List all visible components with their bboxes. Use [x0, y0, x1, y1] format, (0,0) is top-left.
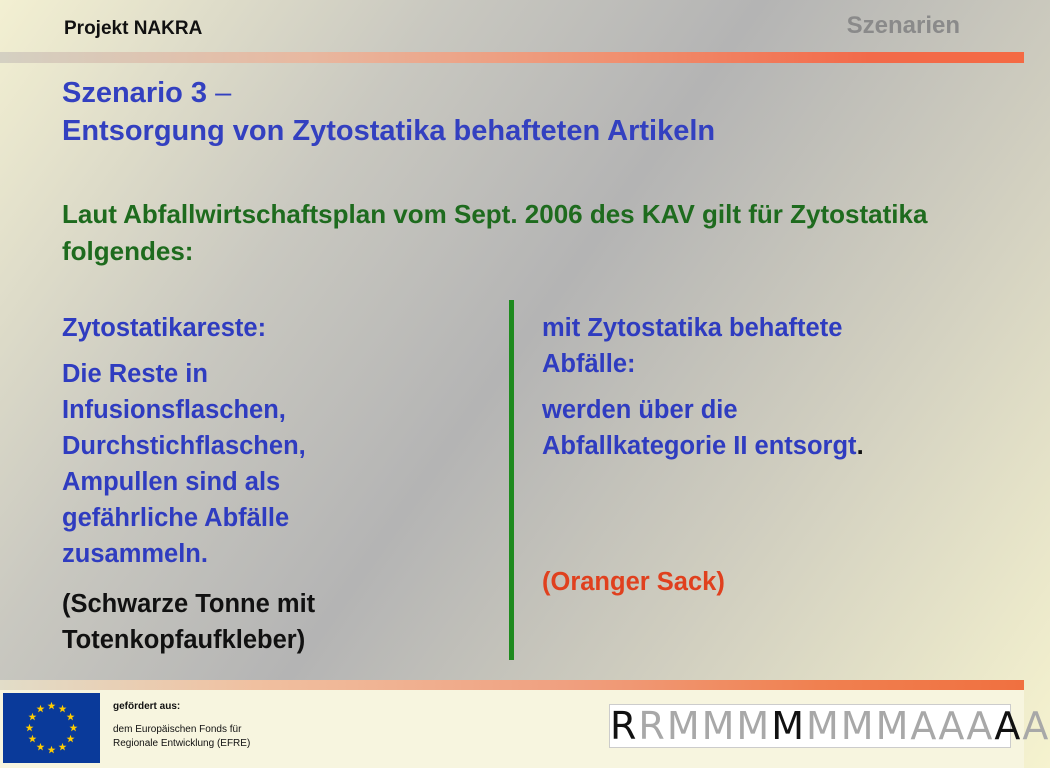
logo-letter: M [666, 704, 702, 748]
left-column [62, 310, 482, 658]
logo-letter: R [638, 704, 667, 748]
logo-letter: M [840, 704, 876, 748]
funding-line: Regionale Entwicklung (EFRE) [113, 738, 251, 749]
funding-info [113, 700, 250, 751]
footer [0, 690, 1050, 768]
intro-text: Laut Abfallwirtschaftsplan vom Sept. 2006 des KAV gilt für Zytostatika folgendes: [62, 199, 928, 266]
section-title: Szenarien [846, 12, 960, 39]
left-note-line: Totenkopfaufkleber) [62, 626, 306, 654]
right-heading-line: Abfälle: [542, 350, 636, 378]
right-note: (Oranger Sack) [542, 568, 725, 596]
right-line [542, 428, 982, 464]
project-name: Projekt NAKRA [64, 18, 203, 39]
left-note [62, 586, 482, 658]
logo-letter: A [966, 704, 995, 748]
right-line-period: . [856, 432, 864, 460]
logo-letter: M [875, 704, 911, 748]
logo-letter: M [771, 704, 806, 748]
logo-letter: M [736, 704, 772, 748]
slide-title [62, 74, 715, 150]
partner-logo [609, 704, 1050, 748]
left-body [62, 356, 482, 572]
left-line: Durchstichflaschen, [62, 432, 306, 460]
logo-letter: A [910, 704, 939, 748]
right-column [542, 310, 982, 600]
left-line: Infusionsflaschen, [62, 396, 286, 424]
logo-letter: R [610, 704, 639, 748]
right-line-text: Abfallkategorie II entsorgt [542, 432, 857, 460]
title-dash: – [207, 77, 232, 109]
left-line: zusammeln. [62, 540, 208, 568]
title-line-1: Szenario 3 [62, 77, 208, 109]
title-line-2: Entsorgung von Zytostatika behafteten Artikeln [62, 115, 716, 147]
left-line: gefährliche Abfälle [62, 504, 290, 532]
left-line: Ampullen sind als [62, 468, 281, 496]
top-divider-stripe [0, 52, 1024, 63]
logo-letter: A [994, 704, 1023, 748]
right-line: werden über die [542, 396, 738, 424]
logo-letter: M [701, 704, 737, 748]
eu-flag-icon [3, 693, 100, 763]
logo-letter: M [806, 704, 841, 748]
logo-letter: A [1022, 704, 1050, 748]
left-note-line: (Schwarze Tonne mit [62, 590, 316, 618]
bottom-divider-stripe [0, 680, 1024, 690]
right-body [542, 392, 982, 464]
funding-label: gefördert aus: [113, 701, 181, 712]
left-line: Die Reste in [62, 360, 208, 388]
logo-letter: A [938, 704, 967, 748]
left-heading: Zytostatikareste: [62, 314, 267, 342]
right-heading-line: mit Zytostatika behaftete [542, 314, 843, 342]
eu-flag-graphic [3, 693, 100, 763]
funding-line: dem Europäischen Fonds für [113, 724, 242, 735]
column-divider [509, 300, 514, 660]
